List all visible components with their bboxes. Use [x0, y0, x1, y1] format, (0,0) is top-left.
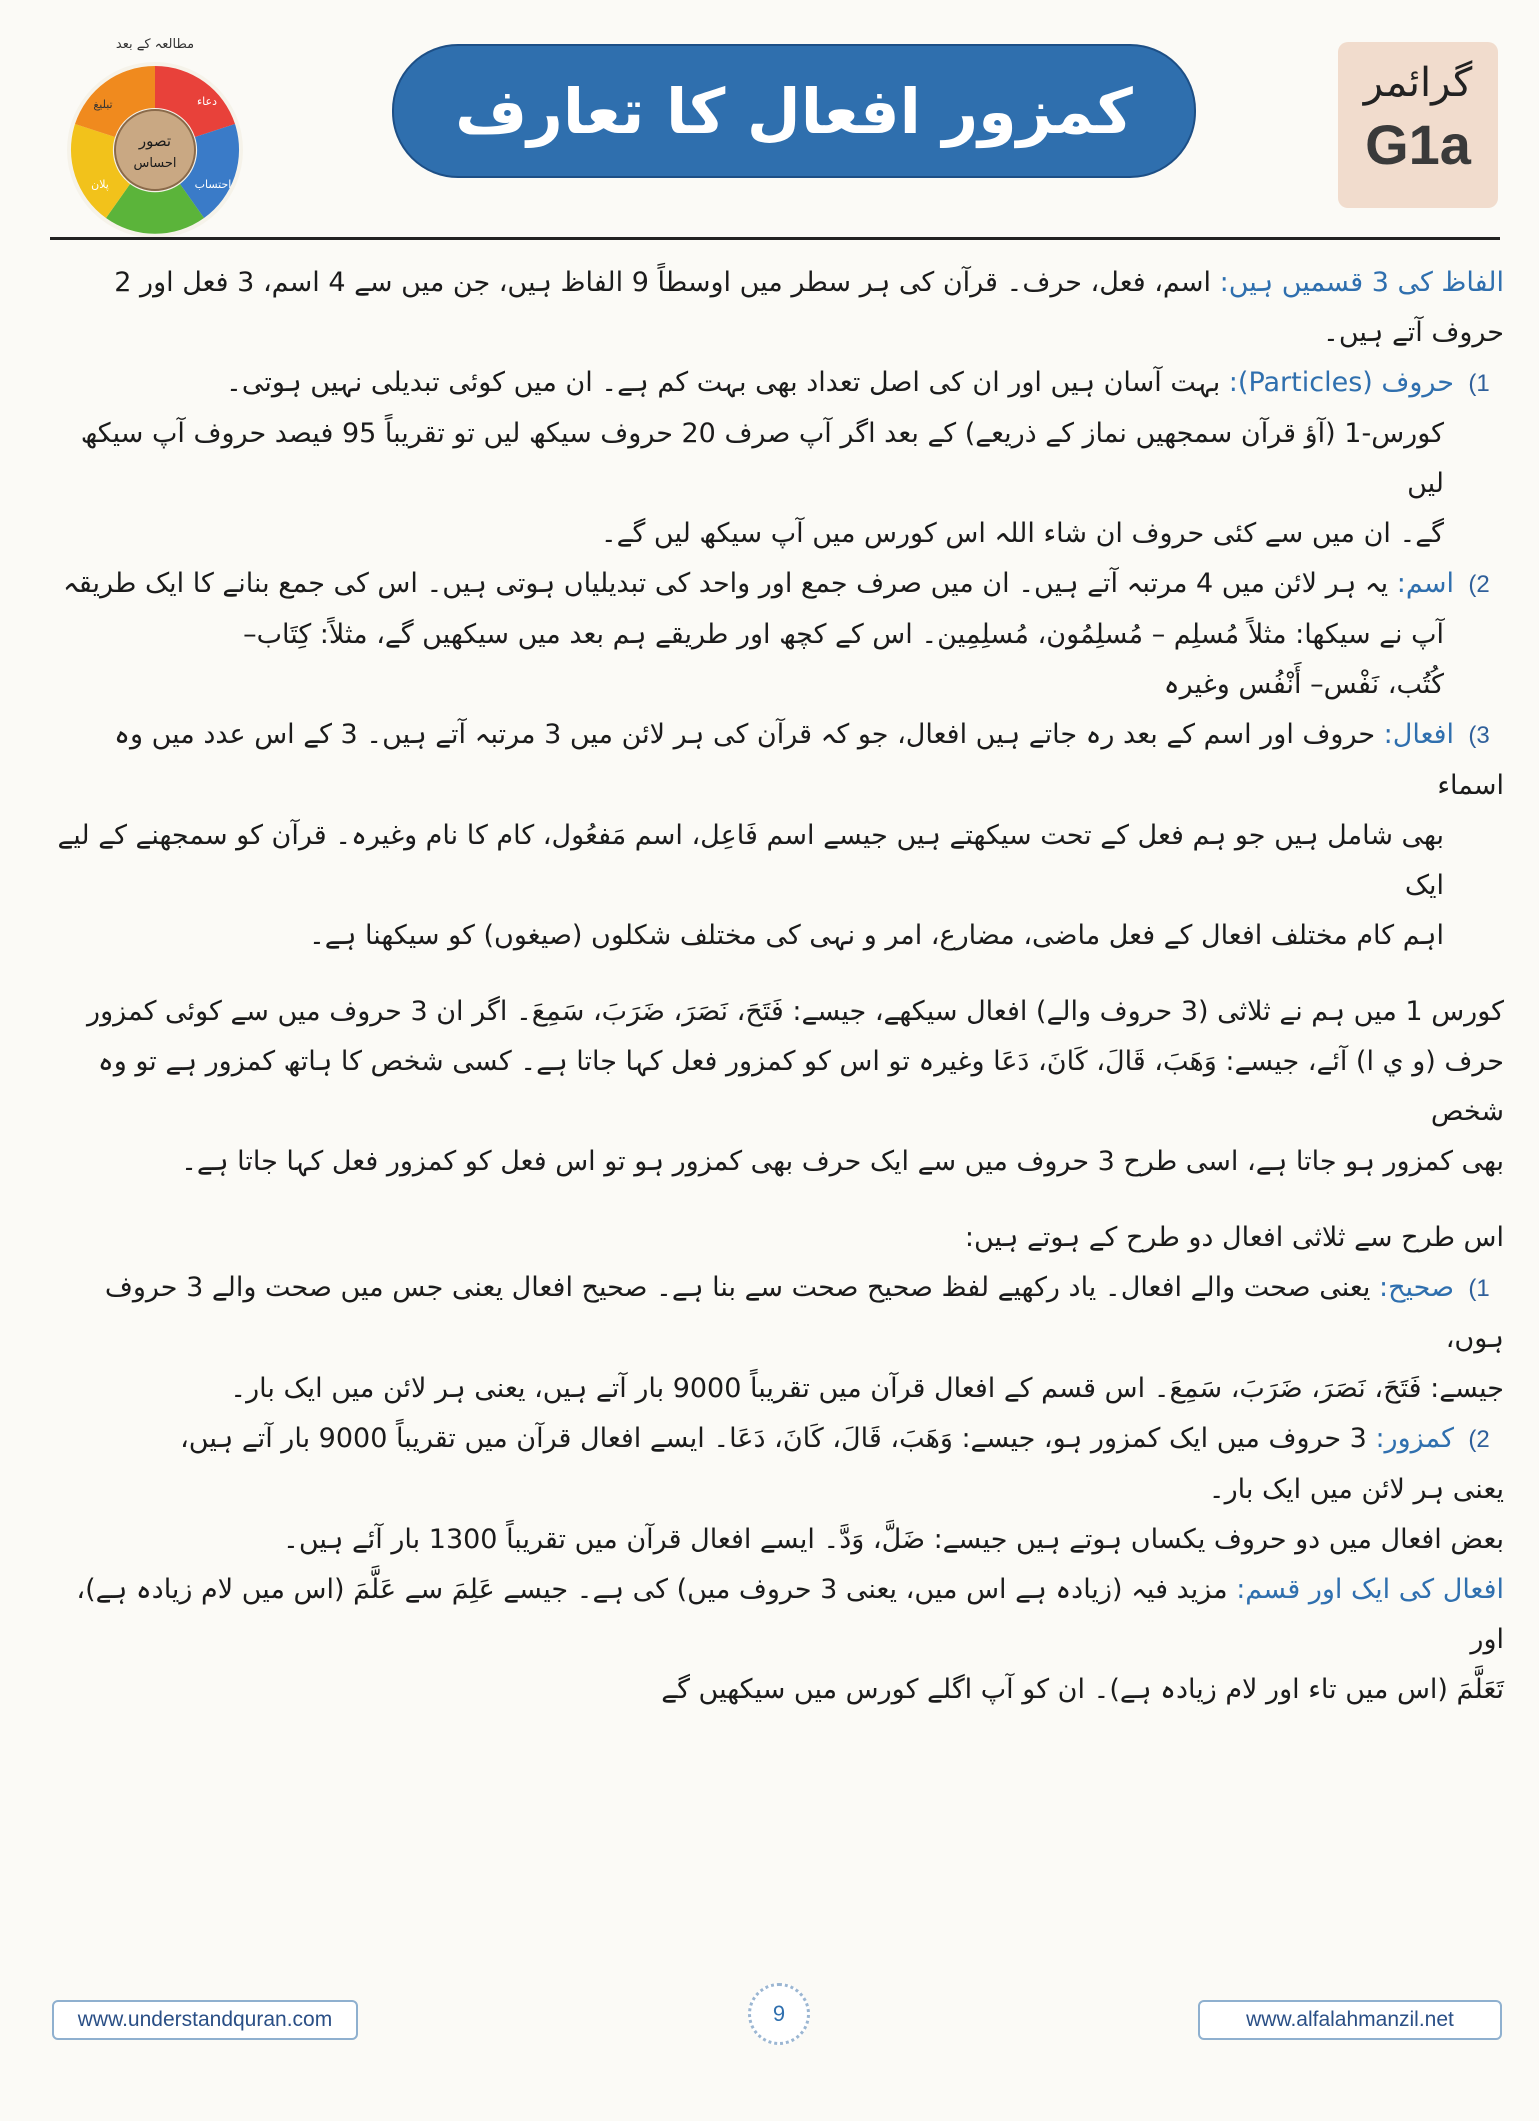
course-line: بھی کمزور ہو جاتا ہے، اسی طرح 3 حروف میں سے ایک حرف بھی کمزور ہو تو اس فعل کو کمزور فعل کہا جاتا ہے۔: [181, 1146, 1504, 1177]
item-line: گے۔ ان میں سے کئی حروف ان شاء اللہ اس کورس میں آپ سیکھ لیں گے۔: [600, 518, 1444, 549]
intro-text: اسم، فعل، حرف۔ قرآن کی ہر سطر میں اوسطاً 9 الفاظ ہیں، جن میں سے 4 اسم، 3 فعل اور 2 حروف آتے ہیں۔: [114, 267, 1504, 348]
cycle-center-top: تصور: [138, 132, 172, 150]
intro-lead: الفاظ کی 3 قسمیں ہیں:: [1219, 267, 1504, 298]
another-line: تَعَلَّمَ (اس میں تاء اور لام زیادہ ہے)۔ ان کو آپ اگلے کورس میں سیکھیں گے: [661, 1674, 1504, 1705]
same-letters-note: بعض افعال میں دو حروف یکساں ہوتے ہیں جیسے: ضَلَّ، وَدَّ۔ ایسے افعال قرآن میں تقریباً 1300 بار آئے ہیں۔: [283, 1524, 1504, 1555]
footer-link-understandquran[interactable]: www.understandquran.com: [52, 2000, 358, 2040]
item-verbs: [52, 710, 1504, 811]
item-line: کورس-1 (آؤ قرآن سمجھیں نماز کے ذریعے) کے بعد اگر آپ صرف 20 حروف سیکھ لیں تو تقریباً 95 فیصد حروف آپ سیکھ لیں: [80, 418, 1444, 499]
type-number: 2): [1468, 1426, 1490, 1453]
type-lead: صحیح:: [1378, 1272, 1454, 1303]
item-text: یہ ہر لائن میں 4 مرتبہ آتے ہیں۔ ان میں صرف جمع اور واحد کی تبدیلیاں ہوتی ہیں۔ اس کی جمع بنانے کا ایک طریقہ: [63, 568, 1397, 599]
item-line: آپ نے سیکھا: مثلاً مُسلِم – مُسلِمُون، مُسلِمِین۔ اس کے کچھ اور طریقے ہم بعد میں سیکھیں گے، مثلاً: کِتَاب–: [243, 619, 1444, 650]
type-weak: [52, 1414, 1504, 1465]
grammar-label: گرائمر: [1363, 60, 1473, 106]
item-line: اہم کام مختلف افعال کے فعل ماضی، مضارع، امر و نہی کی مختلف شکلوں (صیغوں) کو سیکھنا ہے۔: [308, 920, 1444, 951]
item-number: 1): [1468, 370, 1490, 397]
cycle-segment-label: پلان: [91, 178, 109, 191]
cycle-arc-label: مطالعہ کے بعد: [115, 37, 195, 52]
page-number: 9: [748, 1983, 810, 2045]
type-lead: کمزور:: [1375, 1423, 1454, 1454]
header-divider: [50, 237, 1500, 240]
page-title: کمزور افعال کا تعارف: [392, 44, 1196, 178]
type-text: 3 حروف میں ایک کمزور ہو، جیسے: وَهَبَ، قَالَ، کَانَ، دَعَا۔ ایسے افعال قرآن میں تقریباً 9000 بار آتے ہیں،: [180, 1423, 1376, 1454]
item-lead: افعال:: [1383, 719, 1454, 750]
another-type: [52, 1565, 1504, 1665]
item-particles: [52, 358, 1504, 409]
item-line: کُتُب، نَفْس– أَنْفُس وغیرہ: [1163, 669, 1444, 700]
cycle-segment-label: تبلیغ: [93, 98, 113, 111]
lesson-code: G1a: [1365, 113, 1471, 176]
item-text: حروف اور اسم کے بعد رہ جاتے ہیں افعال، جو کہ قرآن کی ہر لائن میں 3 مرتبہ آتے ہیں۔ 3 کے اس عدد میں وہ اسماء: [114, 719, 1504, 801]
item-number: 3): [1468, 722, 1490, 749]
cycle-segment-label: احتساب: [194, 178, 232, 191]
course-line: کورس 1 میں ہم نے ثلاثی (3 حروف والے) افعال سیکھے، جیسے: فَتَحَ، نَصَرَ، ضَرَبَ، سَمِعَ۔ اگر ان 3 حروف میں سے کوئی کمزور: [87, 996, 1504, 1027]
lesson-body: [52, 258, 1504, 1715]
course-line: حرف (و ي ا) آئے، جیسے: وَهَبَ، قَالَ، کَانَ، دَعَا وغیرہ تو اس کو کمزور فعل کہا جاتا ہے۔ کسی شخص کا ہاتھ کمزور ہے تو وہ شخص: [97, 1046, 1504, 1127]
item-line: بھی شامل ہیں جو ہم فعل کے تحت سیکھتے ہیں جیسے اسم فَاعِل، اسم مَفعُول، کام کا نام وغیرہ۔ قرآن کو سمجھنے کے لیے ایک: [57, 820, 1444, 901]
types-intro: اس طرح سے ثلاثی افعال دو طرح کے ہوتے ہیں:: [964, 1222, 1504, 1253]
item-lead: حروف (Particles):: [1228, 367, 1454, 398]
section-badge: [1338, 42, 1498, 208]
type-line: جیسے: فَتَحَ، نَصَرَ، ضَرَبَ، سَمِعَ۔ اس قسم کے افعال قرآن میں تقریباً 9000 بار آتے ہیں، یعنی ہر لائن میں ایک بار۔: [230, 1373, 1504, 1404]
intro-paragraph: [52, 258, 1504, 358]
type-number: 1): [1468, 1275, 1490, 1302]
type-line: یعنی ہر لائن میں ایک بار۔: [1208, 1474, 1504, 1505]
cycle-center-bottom: احساس: [133, 156, 177, 171]
type-sound: [52, 1263, 1504, 1364]
another-lead: افعال کی ایک اور قسم:: [1236, 1574, 1504, 1605]
item-nouns: [52, 559, 1504, 610]
type-text: یعنی صحت والے افعال۔ یاد رکھیے لفظ صحیح صحت سے بنا ہے۔ صحیح افعال یعنی جس میں صحت والے 3 حروف ہوں،: [104, 1272, 1504, 1354]
item-text: بہت آسان ہیں اور ان کی اصل تعداد بھی بہت کم ہے۔ ان میں کوئی تبدیلی نہیں ہوتی۔: [226, 367, 1229, 398]
another-text: مزید فیہ (زیادہ ہے اس میں، یعنی 3 حروف میں) کی ہے۔ جیسے عَلِمَ سے عَلَّمَ (اس میں لام زیادہ ہے)، اور: [76, 1574, 1504, 1655]
item-lead: اسم:: [1396, 568, 1454, 599]
footer-link-alfalahmanzil[interactable]: www.alfalahmanzil.net: [1198, 2000, 1502, 2040]
cycle-segment-label: دعاء: [197, 95, 217, 108]
cycle-diagram: [60, 30, 250, 240]
item-number: 2): [1468, 571, 1490, 598]
